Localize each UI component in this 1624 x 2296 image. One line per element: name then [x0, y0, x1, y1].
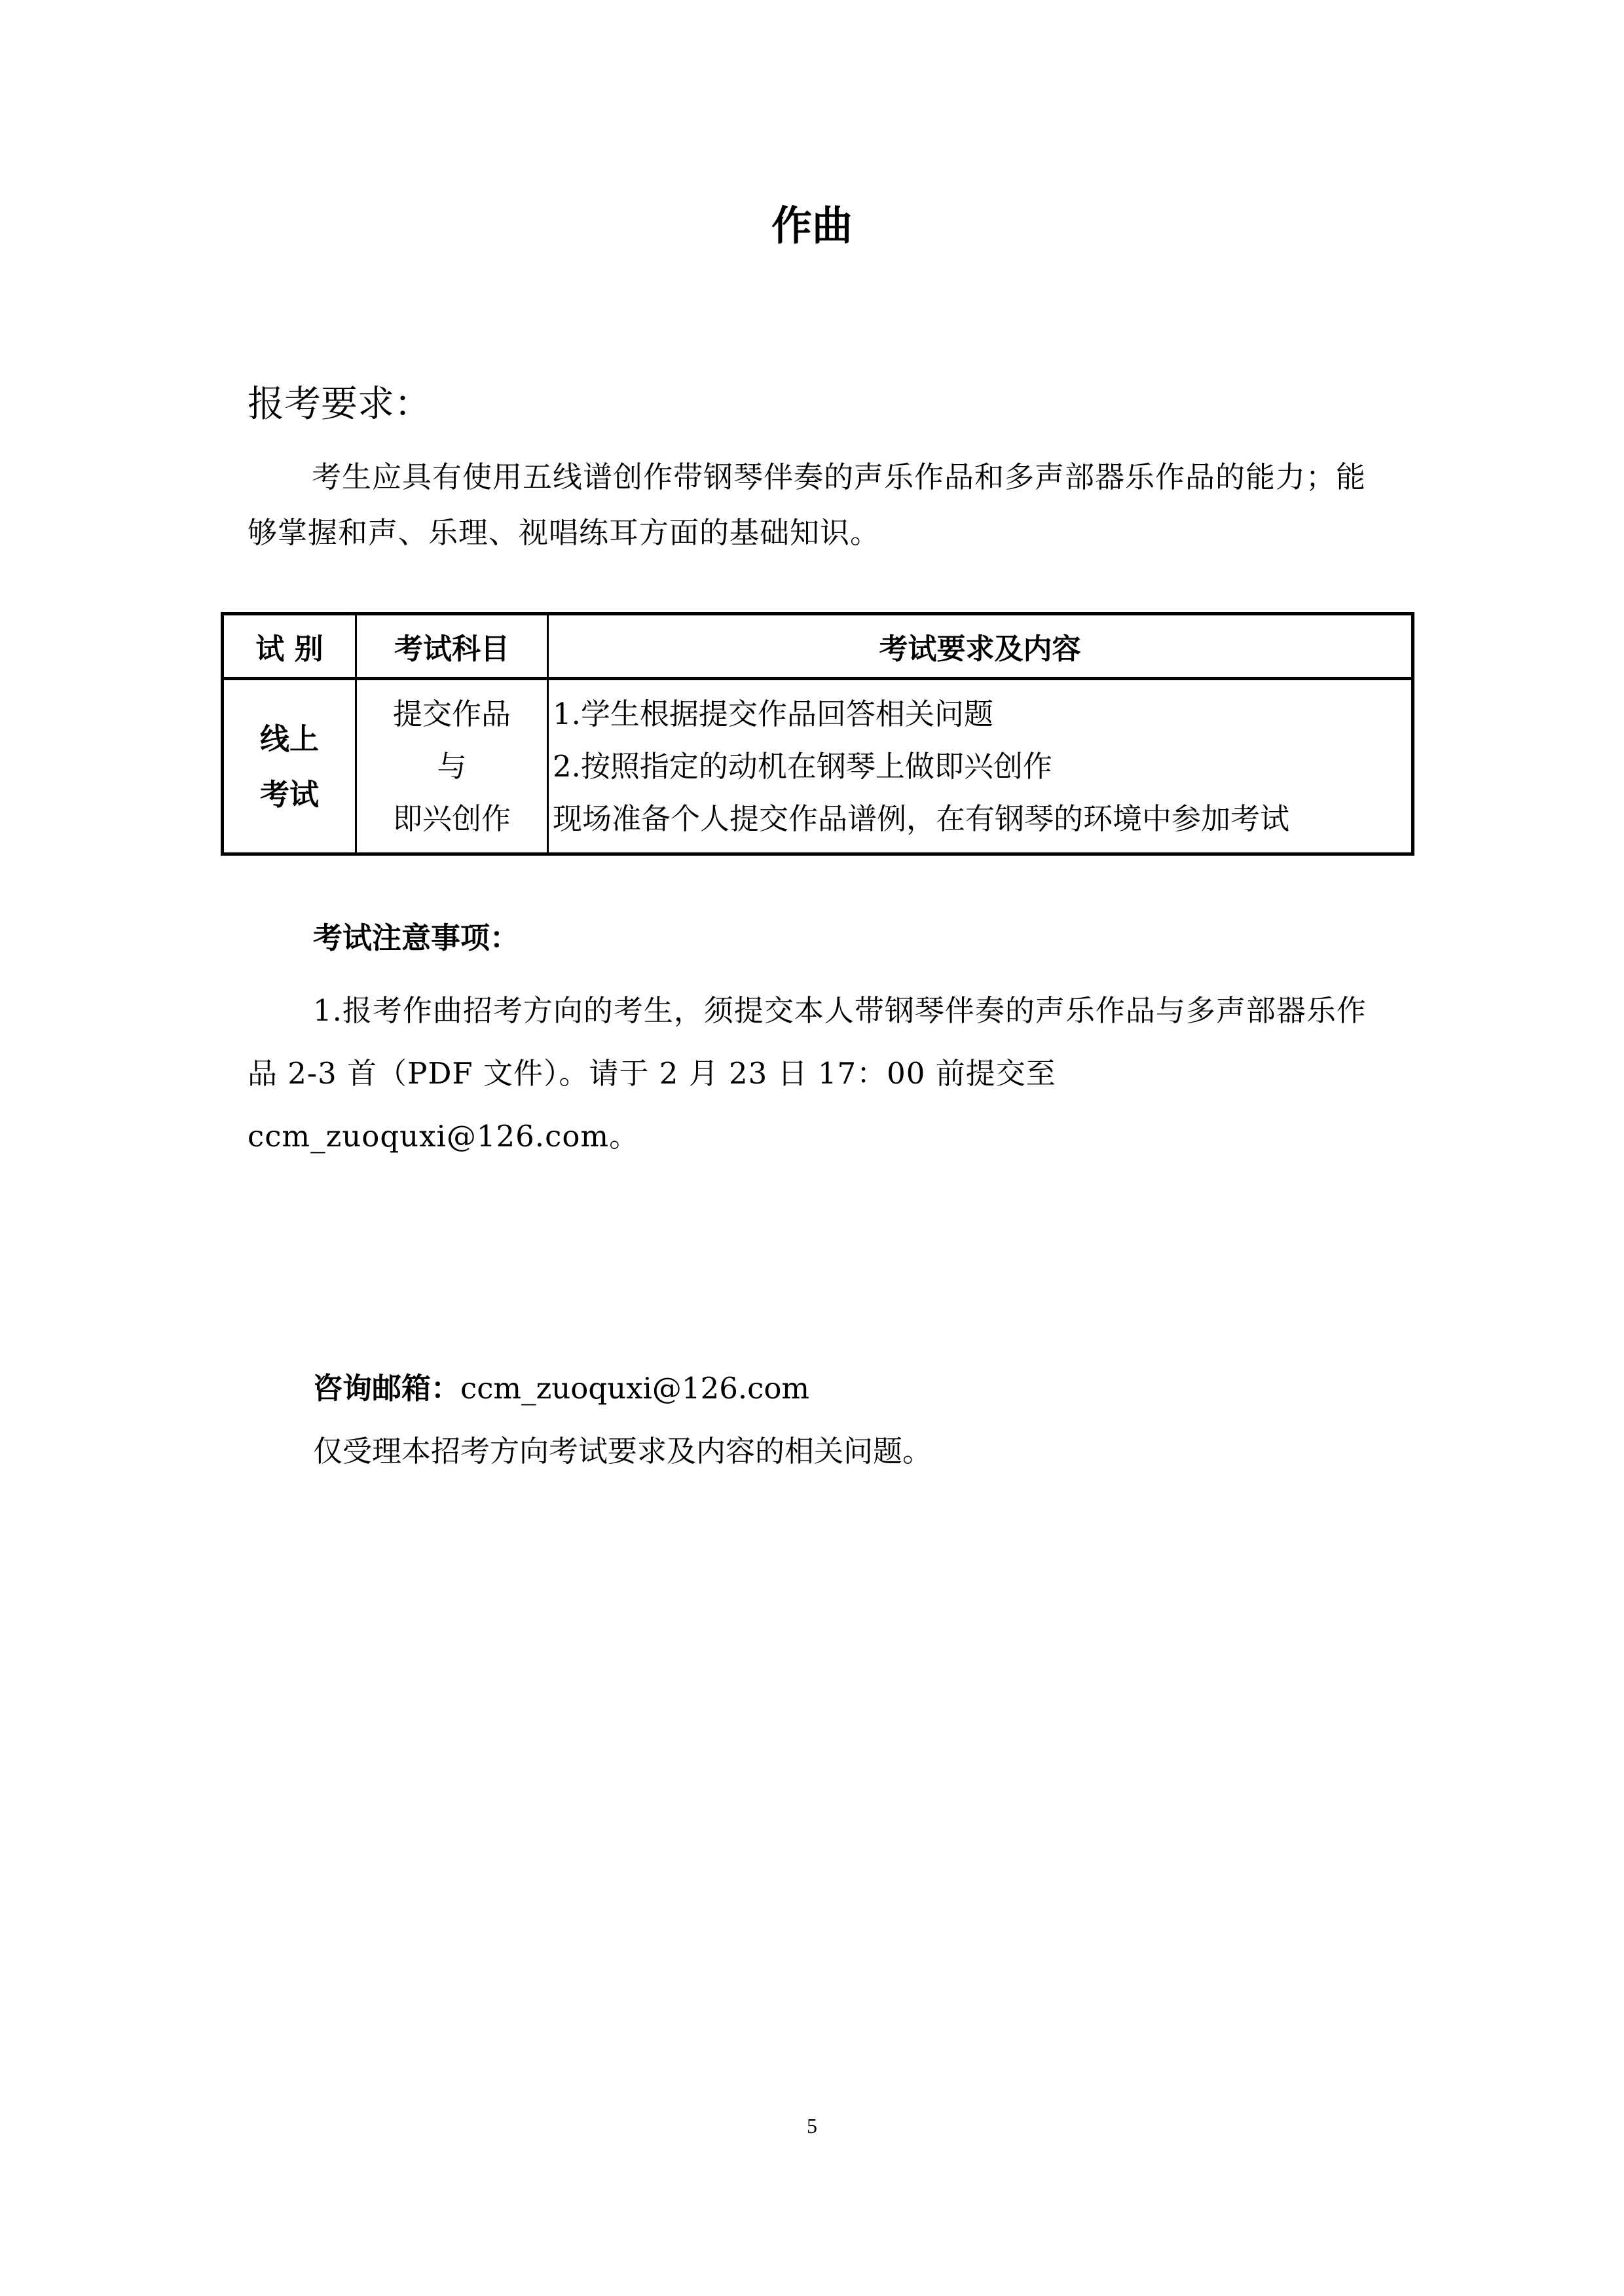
page-title: 作曲: [771, 202, 853, 249]
header-exam-content: 考试要求及内容: [548, 614, 1413, 679]
cell-exam-content: [548, 679, 1413, 854]
requirements-heading: 报考要求：: [248, 383, 431, 426]
exam-table: [221, 612, 1414, 856]
exam-subject-line: 提交作品: [392, 696, 511, 731]
table-row: [223, 679, 1413, 854]
exam-content-line: 1.学生根据提交作品回答相关问题: [553, 696, 993, 731]
page-number: 5: [807, 2114, 817, 2138]
contact-email-link[interactable]: ccm_zuoquxi@126.com: [460, 1371, 810, 1406]
notes-paragraph: 1.报考作曲招考方向的考生，须提交本人带钢琴伴奏的声乐作品与多声部器乐作品 2-3 首（PDF 文件）。请于 2 月 23 日 17：00 前提交至 ccm_zuoquxi@126.com。: [248, 993, 1367, 1154]
notes-heading: 考试注意事项：: [313, 920, 520, 955]
cell-exam-subject: [356, 679, 548, 854]
exam-type-line: 线上: [259, 721, 319, 756]
exam-subject-line: 与: [437, 748, 467, 784]
contact-email-line: [313, 1366, 809, 1412]
header-exam-type: 试 别: [223, 614, 356, 679]
cell-exam-type: [223, 679, 356, 854]
requirements-paragraph: 考生应具有使用五线谱创作带钢琴伴奏的声乐作品和多声部器乐作品的能力；能够掌握和声、乐理、视唱练耳方面的基础知识。: [248, 460, 1367, 550]
header-exam-subject: 考试科目: [356, 614, 548, 679]
exam-content-line: 2.按照指定的动机在钢琴上做即兴创作: [553, 748, 1052, 784]
exam-subject-line: 即兴创作: [392, 801, 511, 836]
contact-note: 仅受理本招考方向考试要求及内容的相关问题。: [313, 1434, 932, 1468]
table-header-row: [223, 614, 1413, 679]
contact-email-label: 咨询邮箱：: [313, 1371, 461, 1406]
exam-type-line: 考试: [259, 776, 319, 812]
exam-content-line: 现场准备个人提交作品谱例，在有钢琴的环境中参加考试: [553, 801, 1290, 836]
